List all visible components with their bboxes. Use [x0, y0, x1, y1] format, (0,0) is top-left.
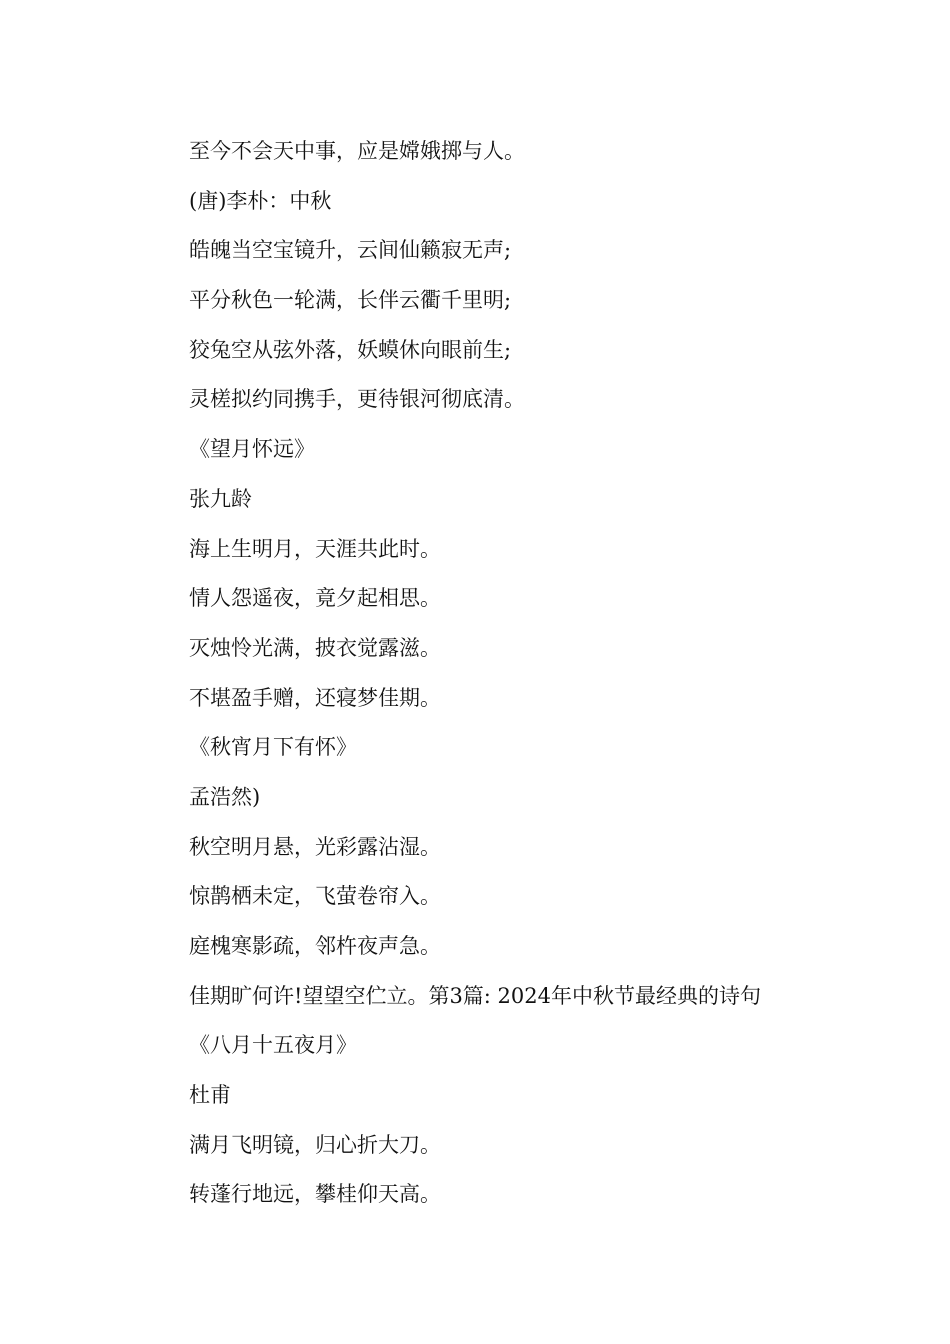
text-line: 灭烛怜光满，披衣觉露滋。	[189, 635, 441, 660]
text-line: 满月飞明镜，归心折大刀。	[189, 1132, 441, 1157]
text-line: (唐)李朴：中秋	[189, 188, 332, 213]
text-line: 惊鹊栖未定，飞萤卷帘入。	[189, 884, 441, 909]
poem-text-body	[189, 133, 889, 1226]
text-line: 庭槐寒影疏，邻杵夜声急。	[189, 934, 441, 958]
text-line: 情人怨遥夜，竟夕起相思。	[189, 586, 441, 611]
poem-author: 孟浩然)	[189, 784, 261, 809]
text-line: 转蓬行地远，攀桂仰天高。	[189, 1182, 441, 1207]
poem-title: 《八月十五夜月》	[189, 1033, 357, 1058]
text-line: 狡兔空从弦外落，妖蟆休向眼前生;	[189, 337, 512, 362]
poem-title: 《望月怀远》	[189, 437, 315, 462]
poem-title: 《秋宵月下有怀》	[189, 735, 357, 760]
text-line: 平分秋色一轮满，长伴云衢千里明;	[189, 288, 512, 313]
text-line: 佳期旷何许!望望空伫立。第3篇: 2024年中秋节最经典的诗句	[189, 983, 761, 1008]
text-line: 灵槎拟约同携手，更待银河彻底清。	[189, 387, 525, 412]
text-line: 不堪盈手赠，还寝梦佳期。	[189, 685, 441, 710]
text-line: 至今不会天中事，应是嫦娥掷与人。	[189, 139, 525, 163]
text-line: 海上生明月，天涯共此时。	[189, 536, 441, 561]
poem-author: 杜甫	[189, 1083, 231, 1108]
poem-author: 张九龄	[189, 486, 252, 511]
text-line: 秋空明月悬，光彩露沾湿。	[189, 834, 441, 859]
text-line: 皓魄当空宝镜升，云间仙籁寂无声;	[189, 238, 512, 263]
